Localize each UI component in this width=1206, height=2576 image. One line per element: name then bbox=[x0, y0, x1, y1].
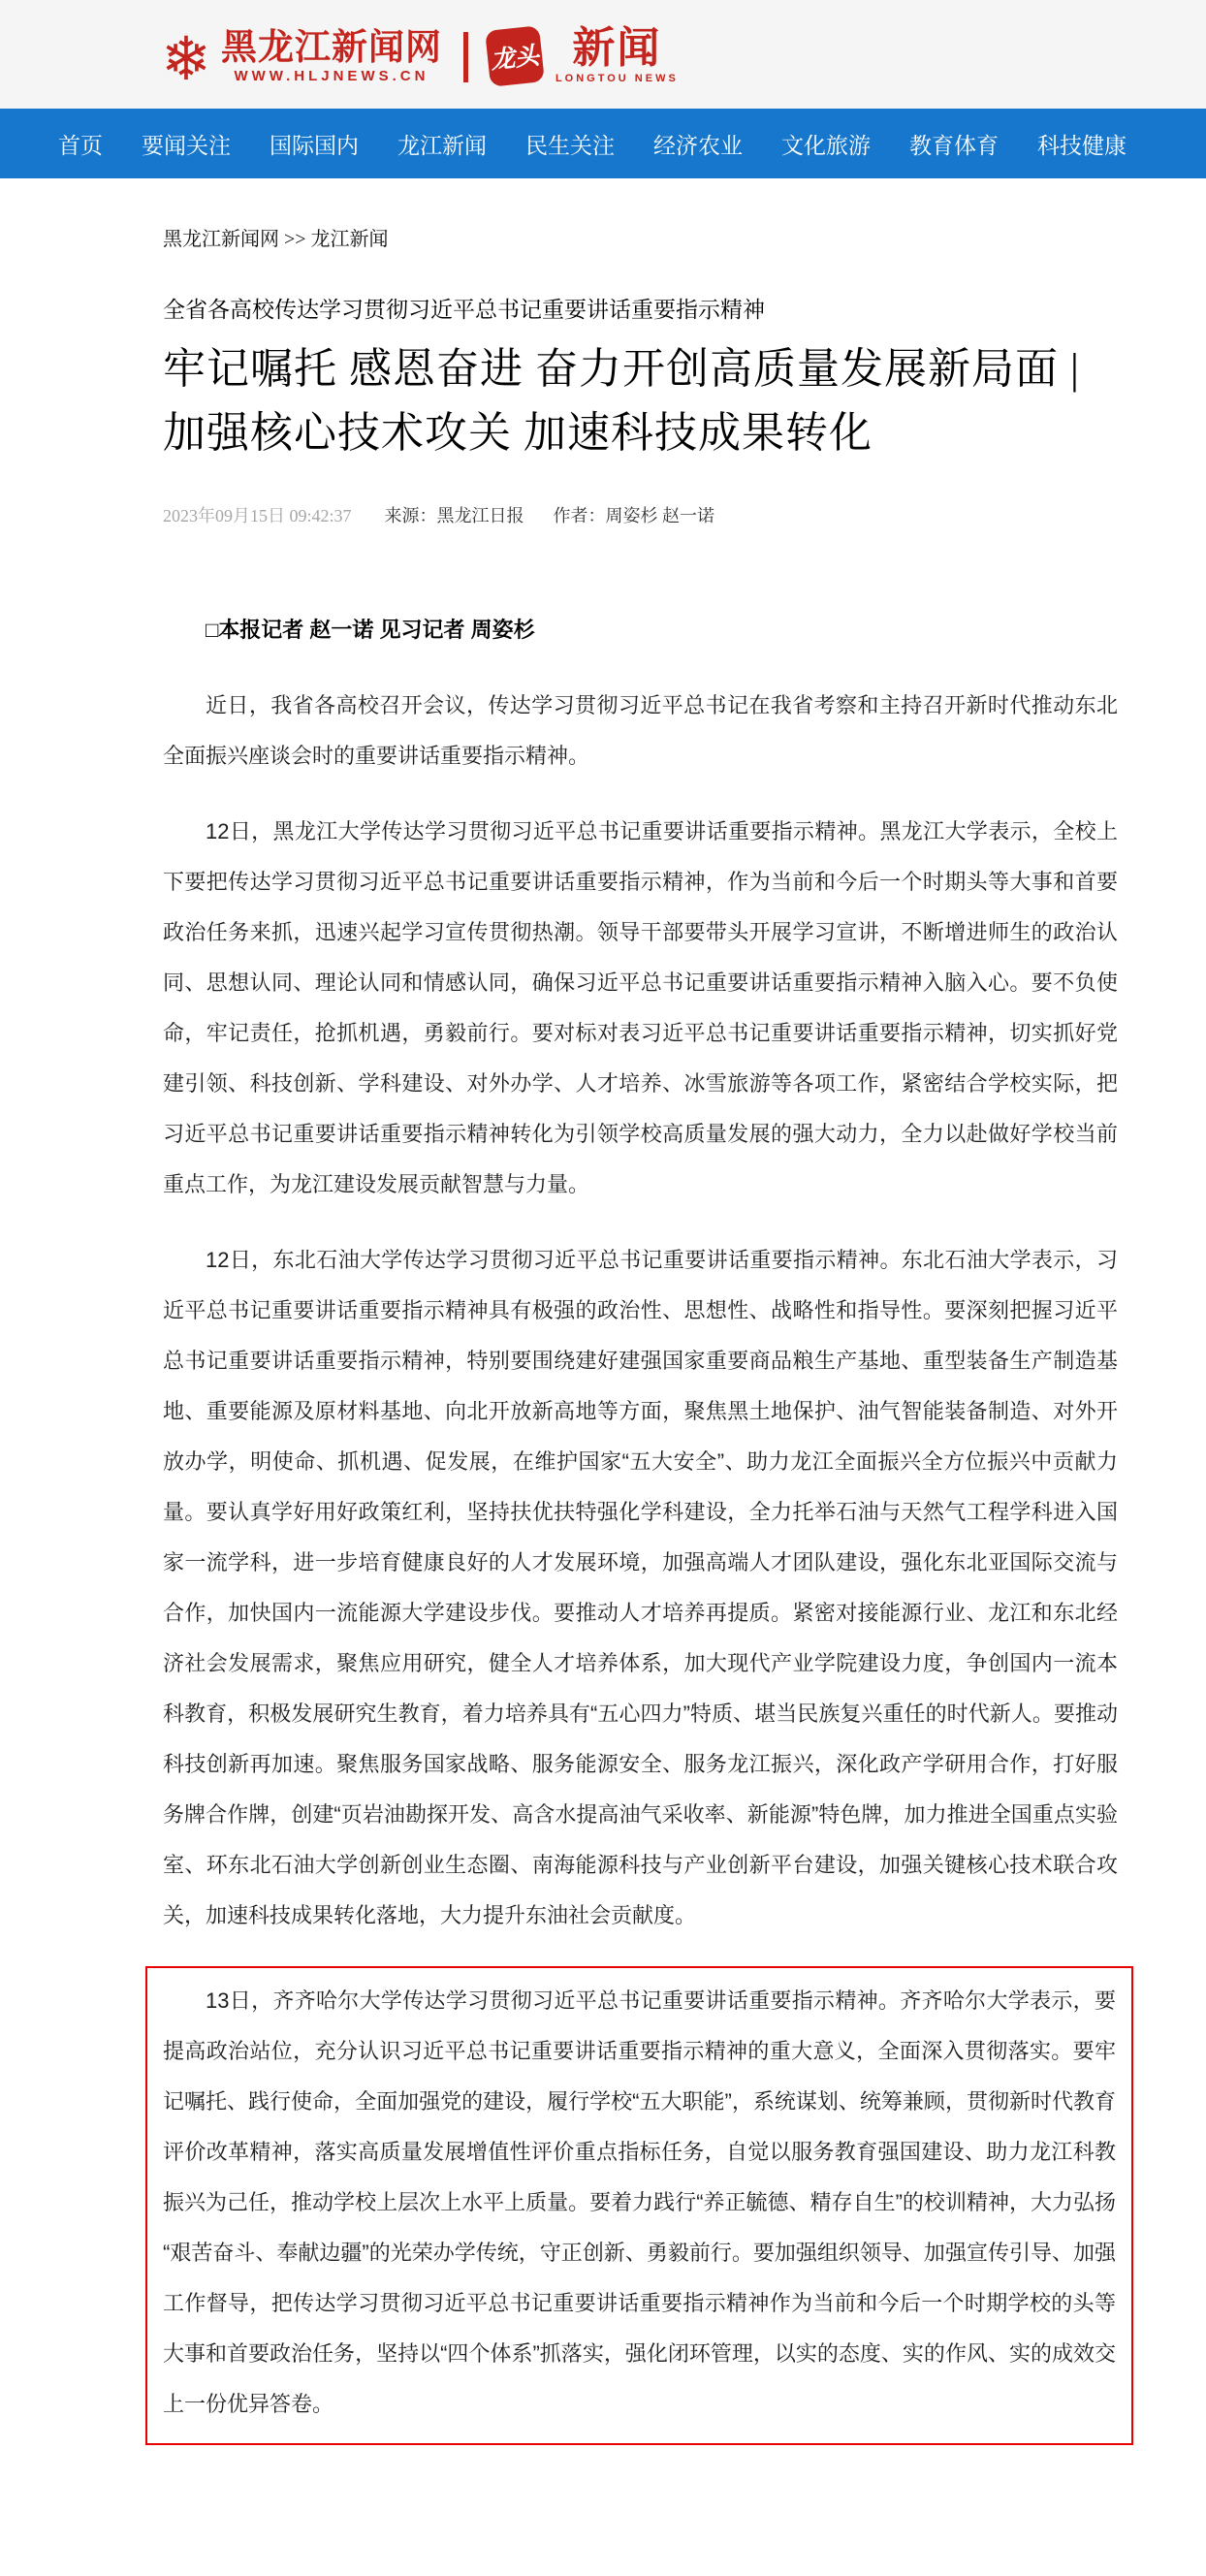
brand-subtitle: LONGTOU NEWS bbox=[555, 73, 679, 84]
site-name-block bbox=[221, 28, 442, 84]
article-paragraph: 近日，我省各高校召开会议，传达学习贯彻习近平总书记在我省考察和主持召开新时代推动东北全面振兴座谈会时的重要讲话重要指示精神。 bbox=[163, 693, 1118, 768]
article-kicker: 全省各高校传达学习贯彻习近平总书记重要讲话重要指示精神 bbox=[163, 298, 765, 322]
nav-item-culture-tourism[interactable]: 文化旅游 bbox=[781, 132, 871, 158]
brand-name: 新闻 bbox=[572, 24, 662, 72]
article-meta bbox=[163, 502, 1118, 527]
main-nav bbox=[0, 109, 1206, 178]
article-paragraph: 12日，黑龙江大学传达学习贯彻习近平总书记重要讲话重要指示精神。黑龙江大学表示，全校上下要把传达学习贯彻习近平总书记重要讲话重要指示精神，作为当前和今后一个时期头等大事和首要政治任务来抓，迅速兴起学习宣传贯彻热潮。领导干部要带头开展学习宣讲，不断增进师生的政治认同、思想认同、理论认同和情感认同，确保习近平总书记重要讲话重要指示精神入脑入心。要不负使命，牢记责任，抢抓机遇，勇毅前行。要对标对表习近平总书记重要讲话重要指示精神，切实抓好党建引领、科技创新、学科建设、对外办学、人才培养、冰雪旅游等各项工作，紧密结合学校实际，把习近平总书记重要讲话重要指示精神转化为引领学校高质量发展的强大动力，全力以赴做好学校当前重点工作，为龙江建设发展贡献智慧与力量。 bbox=[163, 819, 1118, 1196]
article-paragraph: 12日，东北石油大学传达学习贯彻习近平总书记重要讲话重要指示精神。东北石油大学表示，习近平总书记重要讲话重要指示精神具有极强的政治性、思想性、战略性和指导性。要深刻把握习近平总书记重要讲话重要指示精神，特别要围绕建好建强国家重要商品粮生产基地、重型装备生产制造基地、重要能源及原材料基地、向北开放新高地等方面，聚焦黑土地保护、油气智能装备制造、对外开放办学，明使命、抓机遇、促发展，在维护国家“五大安全”、助力龙江全面振兴全方位振兴中贡献力量。要认真学好用好政策红利，坚持扶优扶特强化学科建设，全力托举石油与天然气工程学科进入国家一流学科，进一步培育健康良好的人才发展环境，加强高端人才团队建设，强化东北亚国际交流与合作，加快国内一流能源大学建设步伐。要推动人才培养再提质。紧密对接能源行业、龙江和东北经济社会发展需求，聚焦应用研究，健全人才培养体系，加大现代产业学院建设力度，争创国内一流本科教育，积极发展研究生教育，着力培养具有“五心四力”特质、堪当民族复兴重任的时代新人。要推动科技创新再加速。聚焦服务国家战略、服务能源安全、服务龙江振兴，深化政产学研用合作，打好服务牌合作牌，创建“页岩油勘探开发、高含水提高油气采收率、新能源”特色牌，加力推进全国重点实验室、环东北石油大学创新创业生态圈、南海能源科技与产业创新平台建设，加强关键核心技术联合攻关，加速科技成果转化落地，大力提升东油社会贡献度。 bbox=[163, 1248, 1118, 1927]
author-label: 作者：周姿杉 赵一诺 bbox=[553, 506, 715, 525]
nav-item-longjiang-news[interactable]: 龙江新闻 bbox=[397, 132, 487, 158]
nav-item-livelihood[interactable]: 民生关注 bbox=[525, 132, 615, 158]
nav-item-tech-health[interactable]: 科技健康 bbox=[1037, 132, 1127, 158]
article-page bbox=[163, 223, 1118, 2503]
publish-datetime: 2023年09月15日 09:42:37 bbox=[163, 506, 352, 525]
nav-item-education-sports[interactable]: 教育体育 bbox=[909, 132, 999, 158]
nav-item-top-news[interactable]: 要闻关注 bbox=[142, 132, 231, 158]
reporter-byline: □本报记者 赵一诺 见习记者 周姿杉 bbox=[206, 618, 535, 642]
snowflake-icon: ❄ bbox=[161, 26, 211, 93]
source-label: 来源：黑龙江日报 bbox=[384, 506, 524, 525]
highlight-box bbox=[145, 1966, 1133, 2445]
brand-block bbox=[555, 24, 679, 84]
article-body bbox=[163, 605, 1118, 2445]
nav-item-international-domestic[interactable]: 国际国内 bbox=[270, 132, 359, 158]
site-url: WWW.HLJNEWS.CN bbox=[234, 68, 429, 84]
breadcrumb[interactable]: 黑龙江新闻网 >> 龙江新闻 bbox=[163, 229, 389, 250]
nav-item-home[interactable]: 首页 bbox=[58, 132, 103, 158]
longtou-stamp-icon: 龙头 bbox=[485, 25, 545, 87]
highlighted-paragraph: 13日，齐齐哈尔大学传达学习贯彻习近平总书记重要讲话重要指示精神。齐齐哈尔大学表示，要提高政治站位，充分认识习近平总书记重要讲话重要指示精神的重大意义，全面深入贯彻落实。要牢记嘱托、践行使命，全面加强党的建设，履行学校“五大职能”，系统谋划、统筹兼顾，贯彻新时代教育评价改革精神，落实高质量发展增值性评价重点指标任务，自觉以服务教育强国建设、助力龙江科教振兴为己任，推动学校上层次上水平上质量。要着力践行“养正毓德、精存自生”的校训精神，大力弘扬“艰苦奋斗、奉献边疆”的光荣办学传统，守正创新、勇毅前行。要加强组织领导、加强宣传引导、加强工作督导，把传达学习贯彻习近平总书记重要讲话重要指示精神作为当前和今后一个时期学校的头等大事和首要政治任务，坚持以“四个体系”抓落实，强化闭环管理，以实的态度、实的作风、实的成效交上一份优异答卷。 bbox=[163, 1988, 1116, 2416]
site-logo[interactable] bbox=[161, 24, 679, 93]
logo-divider bbox=[463, 32, 468, 82]
article-title: 牢记嘱托 感恩奋进 奋力开创高质量发展新局面 |加强核心技术攻关 加速科技成果转化 bbox=[163, 345, 1080, 457]
site-name: 黑龙江新闻网 bbox=[220, 27, 442, 67]
nav-item-economy-agriculture[interactable]: 经济农业 bbox=[653, 132, 743, 158]
site-header bbox=[0, 0, 1206, 109]
